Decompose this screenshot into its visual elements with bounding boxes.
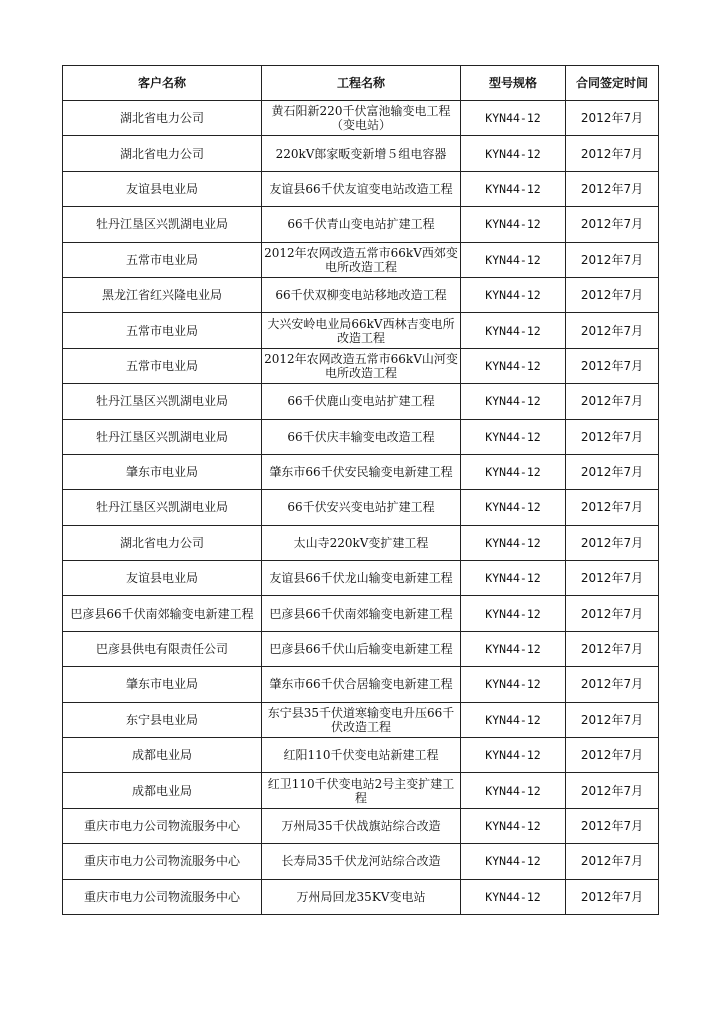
- cell-customer: 湖北省电力公司: [63, 525, 262, 560]
- cell-model: KYN44-12: [461, 136, 566, 171]
- cell-customer: 牡丹江垦区兴凯湖电业局: [63, 384, 262, 419]
- table-row: [63, 702, 659, 737]
- cell-project: 巴彦县66千伏山后输变电新建工程: [262, 631, 461, 666]
- cell-project: 红阳110千伏变电站新建工程: [262, 738, 461, 773]
- table-row: [63, 773, 659, 808]
- cell-project: 万州局回龙35KV变电站: [262, 879, 461, 914]
- cell-customer: 巴彦县供电有限责任公司: [63, 631, 262, 666]
- cell-customer: 湖北省电力公司: [63, 101, 262, 136]
- cell-date: 2012年7月: [566, 879, 659, 914]
- cell-project: 肇东市66千伏合居输变电新建工程: [262, 667, 461, 702]
- cell-model: KYN44-12: [461, 348, 566, 383]
- cell-customer: 友谊县电业局: [63, 561, 262, 596]
- cell-project: 2012年农网改造五常市66kV山河变电所改造工程: [262, 348, 461, 383]
- cell-date: 2012年7月: [566, 561, 659, 596]
- cell-date: 2012年7月: [566, 525, 659, 560]
- cell-model: KYN44-12: [461, 242, 566, 277]
- cell-customer: 牡丹江垦区兴凯湖电业局: [63, 207, 262, 242]
- cell-customer: 肇东市电业局: [63, 667, 262, 702]
- cell-model: KYN44-12: [461, 808, 566, 843]
- cell-date: 2012年7月: [566, 702, 659, 737]
- table-row: [63, 596, 659, 631]
- table-row: [63, 454, 659, 489]
- cell-model: KYN44-12: [461, 490, 566, 525]
- cell-model: KYN44-12: [461, 702, 566, 737]
- cell-customer: 黑龙江省红兴隆电业局: [63, 277, 262, 312]
- cell-date: 2012年7月: [566, 419, 659, 454]
- cell-date: 2012年7月: [566, 490, 659, 525]
- table-row: [63, 348, 659, 383]
- table-row: [63, 561, 659, 596]
- cell-model: KYN44-12: [461, 631, 566, 666]
- cell-model: KYN44-12: [461, 454, 566, 489]
- cell-date: 2012年7月: [566, 667, 659, 702]
- cell-project: 红卫110千伏变电站2号主变扩建工程: [262, 773, 461, 808]
- header-model: 型号规格: [461, 66, 566, 101]
- cell-project: 2012年农网改造五常市66kV西郊变电所改造工程: [262, 242, 461, 277]
- cell-model: KYN44-12: [461, 101, 566, 136]
- cell-customer: 友谊县电业局: [63, 171, 262, 206]
- cell-project: 东宁县35千伏道寒输变电升压66千伏改造工程: [262, 702, 461, 737]
- table-row: [63, 738, 659, 773]
- cell-customer: 重庆市电力公司物流服务中心: [63, 844, 262, 879]
- cell-model: KYN44-12: [461, 844, 566, 879]
- cell-date: 2012年7月: [566, 773, 659, 808]
- contract-table: [62, 65, 659, 915]
- cell-customer: 成都电业局: [63, 738, 262, 773]
- cell-model: KYN44-12: [461, 879, 566, 914]
- table-header-row: [63, 66, 659, 101]
- cell-customer: 牡丹江垦区兴凯湖电业局: [63, 419, 262, 454]
- table-row: [63, 879, 659, 914]
- contract-table-sheet: [62, 65, 658, 915]
- cell-date: 2012年7月: [566, 348, 659, 383]
- cell-model: KYN44-12: [461, 171, 566, 206]
- cell-date: 2012年7月: [566, 207, 659, 242]
- cell-customer: 牡丹江垦区兴凯湖电业局: [63, 490, 262, 525]
- table-row: [63, 242, 659, 277]
- cell-model: KYN44-12: [461, 773, 566, 808]
- table-row: [63, 313, 659, 348]
- cell-project: 友谊县66千伏友谊变电站改造工程: [262, 171, 461, 206]
- cell-model: KYN44-12: [461, 667, 566, 702]
- cell-model: KYN44-12: [461, 561, 566, 596]
- cell-customer: 巴彦县66千伏南郊输变电新建工程: [63, 596, 262, 631]
- table-row: [63, 808, 659, 843]
- cell-project: 大兴安岭电业局66kV西林吉变电所改造工程: [262, 313, 461, 348]
- cell-model: KYN44-12: [461, 384, 566, 419]
- cell-date: 2012年7月: [566, 631, 659, 666]
- cell-customer: 湖北省电力公司: [63, 136, 262, 171]
- cell-customer: 重庆市电力公司物流服务中心: [63, 808, 262, 843]
- table-row: [63, 525, 659, 560]
- cell-project: 巴彦县66千伏南郊输变电新建工程: [262, 596, 461, 631]
- cell-project: 66千伏双柳变电站移地改造工程: [262, 277, 461, 312]
- table-row: [63, 667, 659, 702]
- cell-project: 66千伏庆丰输变电改造工程: [262, 419, 461, 454]
- cell-project: 黄石阳新220千伏富池输变电工程（变电站）: [262, 101, 461, 136]
- cell-model: KYN44-12: [461, 207, 566, 242]
- cell-date: 2012年7月: [566, 277, 659, 312]
- cell-model: KYN44-12: [461, 525, 566, 560]
- table-row: [63, 844, 659, 879]
- cell-customer: 东宁县电业局: [63, 702, 262, 737]
- cell-date: 2012年7月: [566, 808, 659, 843]
- cell-date: 2012年7月: [566, 313, 659, 348]
- cell-customer: 成都电业局: [63, 773, 262, 808]
- cell-project: 220kV郎家畈变新增５组电容器: [262, 136, 461, 171]
- cell-date: 2012年7月: [566, 101, 659, 136]
- cell-project: 万州局35千伏战旗站综合改造: [262, 808, 461, 843]
- header-date: 合同签定时间: [566, 66, 659, 101]
- cell-customer: 五常市电业局: [63, 348, 262, 383]
- cell-model: KYN44-12: [461, 277, 566, 312]
- cell-project: 66千伏安兴变电站扩建工程: [262, 490, 461, 525]
- table-row: [63, 631, 659, 666]
- cell-customer: 五常市电业局: [63, 242, 262, 277]
- cell-project: 长寿局35千伏龙河站综合改造: [262, 844, 461, 879]
- table-row: [63, 207, 659, 242]
- cell-model: KYN44-12: [461, 738, 566, 773]
- cell-date: 2012年7月: [566, 171, 659, 206]
- cell-date: 2012年7月: [566, 738, 659, 773]
- table-row: [63, 384, 659, 419]
- cell-date: 2012年7月: [566, 844, 659, 879]
- table-row: [63, 277, 659, 312]
- cell-customer: 肇东市电业局: [63, 454, 262, 489]
- cell-date: 2012年7月: [566, 596, 659, 631]
- cell-project: 太山寺220kV变扩建工程: [262, 525, 461, 560]
- cell-model: KYN44-12: [461, 313, 566, 348]
- cell-date: 2012年7月: [566, 136, 659, 171]
- cell-customer: 重庆市电力公司物流服务中心: [63, 879, 262, 914]
- cell-project: 66千伏鹿山变电站扩建工程: [262, 384, 461, 419]
- cell-customer: 五常市电业局: [63, 313, 262, 348]
- table-row: [63, 101, 659, 136]
- table-row: [63, 136, 659, 171]
- cell-date: 2012年7月: [566, 384, 659, 419]
- table-row: [63, 490, 659, 525]
- cell-model: KYN44-12: [461, 419, 566, 454]
- cell-project: 友谊县66千伏龙山输变电新建工程: [262, 561, 461, 596]
- header-customer: 客户名称: [63, 66, 262, 101]
- cell-project: 肇东市66千伏安民输变电新建工程: [262, 454, 461, 489]
- header-project: 工程名称: [262, 66, 461, 101]
- cell-project: 66千伏青山变电站扩建工程: [262, 207, 461, 242]
- table-row: [63, 171, 659, 206]
- cell-model: KYN44-12: [461, 596, 566, 631]
- table-row: [63, 419, 659, 454]
- cell-date: 2012年7月: [566, 454, 659, 489]
- cell-date: 2012年7月: [566, 242, 659, 277]
